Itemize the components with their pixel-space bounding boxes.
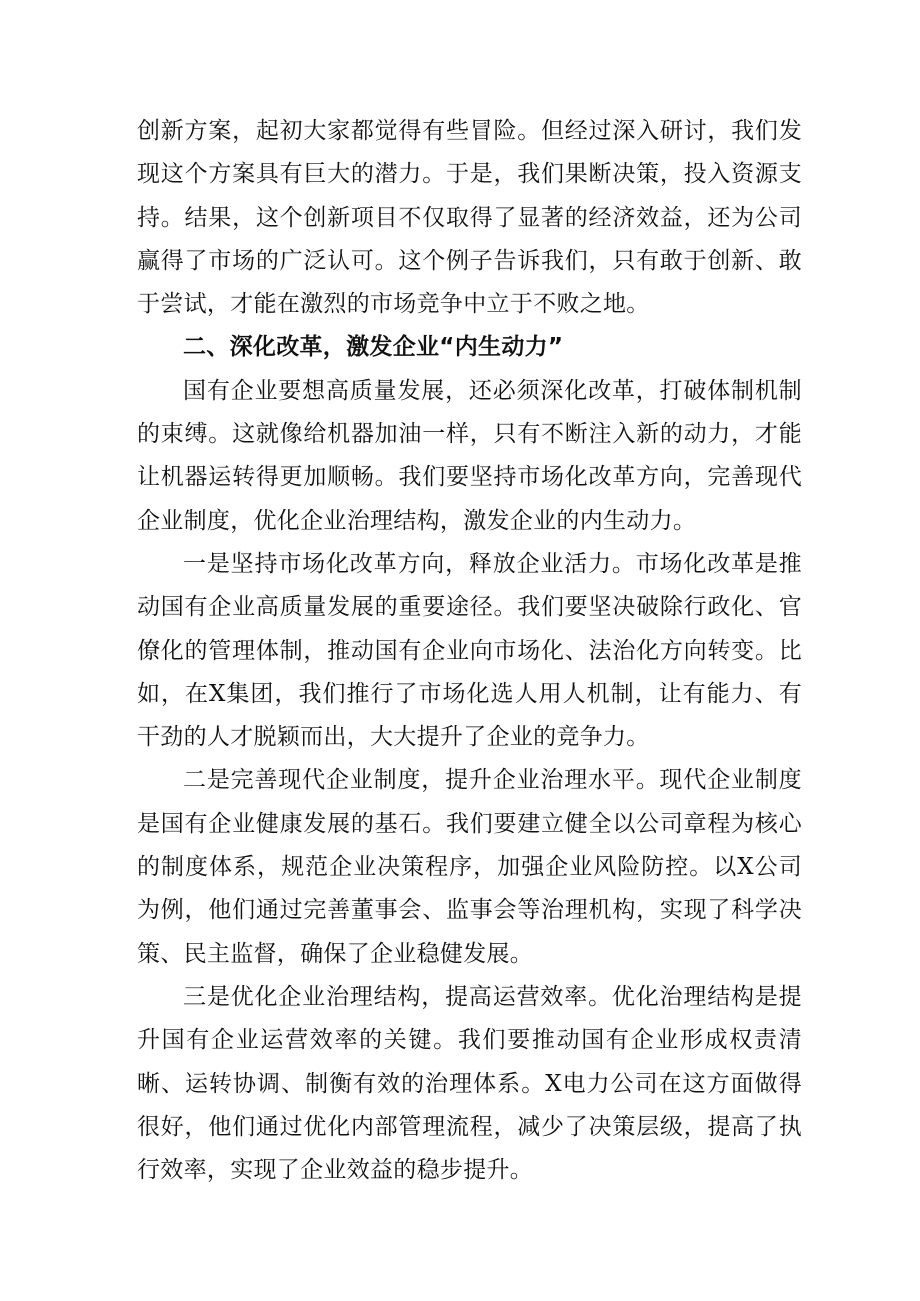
section-heading: 二、深化改革，激发企业“内生动力” <box>183 334 564 361</box>
paragraph-continuation: 创新方案，起初大家都觉得有些冒险。但经过深入研讨，我们发现这个方案具有巨大的潜力。于是，我们果断决策，投入资源支持。结果，这个创新项目不仅取得了显著的经济效益，还为公司赢得了市场的广泛认可。这个例子告诉我们，只有敢于创新、敢于尝试，才能在激烈的市场竞争中立于不败之地。 <box>137 118 802 318</box>
paragraph-point-two: 二是完善现代企业制度，提升企业治理水平。现代企业制度是国有企业健康发展的基石。我们要建立健全以公司章程为核心的制度体系，规范企业决策程序，加强企业风险防控。以X公司为例，他们通过完善董事会、监事会等治理机构，实现了科学决策、民主监督，确保了企业稳健发展。 <box>137 767 802 967</box>
paragraph-intro: 国有企业要想高质量发展，还必须深化改革，打破体制机制的束缚。这就像给机器加油一样，只有不断注入新的动力，才能让机器运转得更加顺畅。我们要坚持市场化改革方向，完善现代企业制度，优化企业治理结构，激发企业的内生动力。 <box>137 377 802 534</box>
paragraph-point-three: 三是优化企业治理结构，提高运营效率。优化治理结构是提升国有企业运营效率的关键。我们要推动国有企业形成权责清晰、运转协调、制衡有效的治理体系。X电力公司在这方面做得很好，他们通过优化内部管理流程，减少了决策层级，提高了执行效率，实现了企业效益的稳步提升。 <box>137 983 802 1184</box>
paragraph-point-one: 一是坚持市场化改革方向，释放企业活力。市场化改革是推动国有企业高质量发展的重要途径。我们要坚决破除行政化、官僚化的管理体制，推动国有企业向市场化、法治化方向转变。比如，在X集团，我们推行了市场化选人用人机制，让有能力、有干劲的人才脱颖而出，大大提升了企业的竞争力。 <box>137 550 802 751</box>
